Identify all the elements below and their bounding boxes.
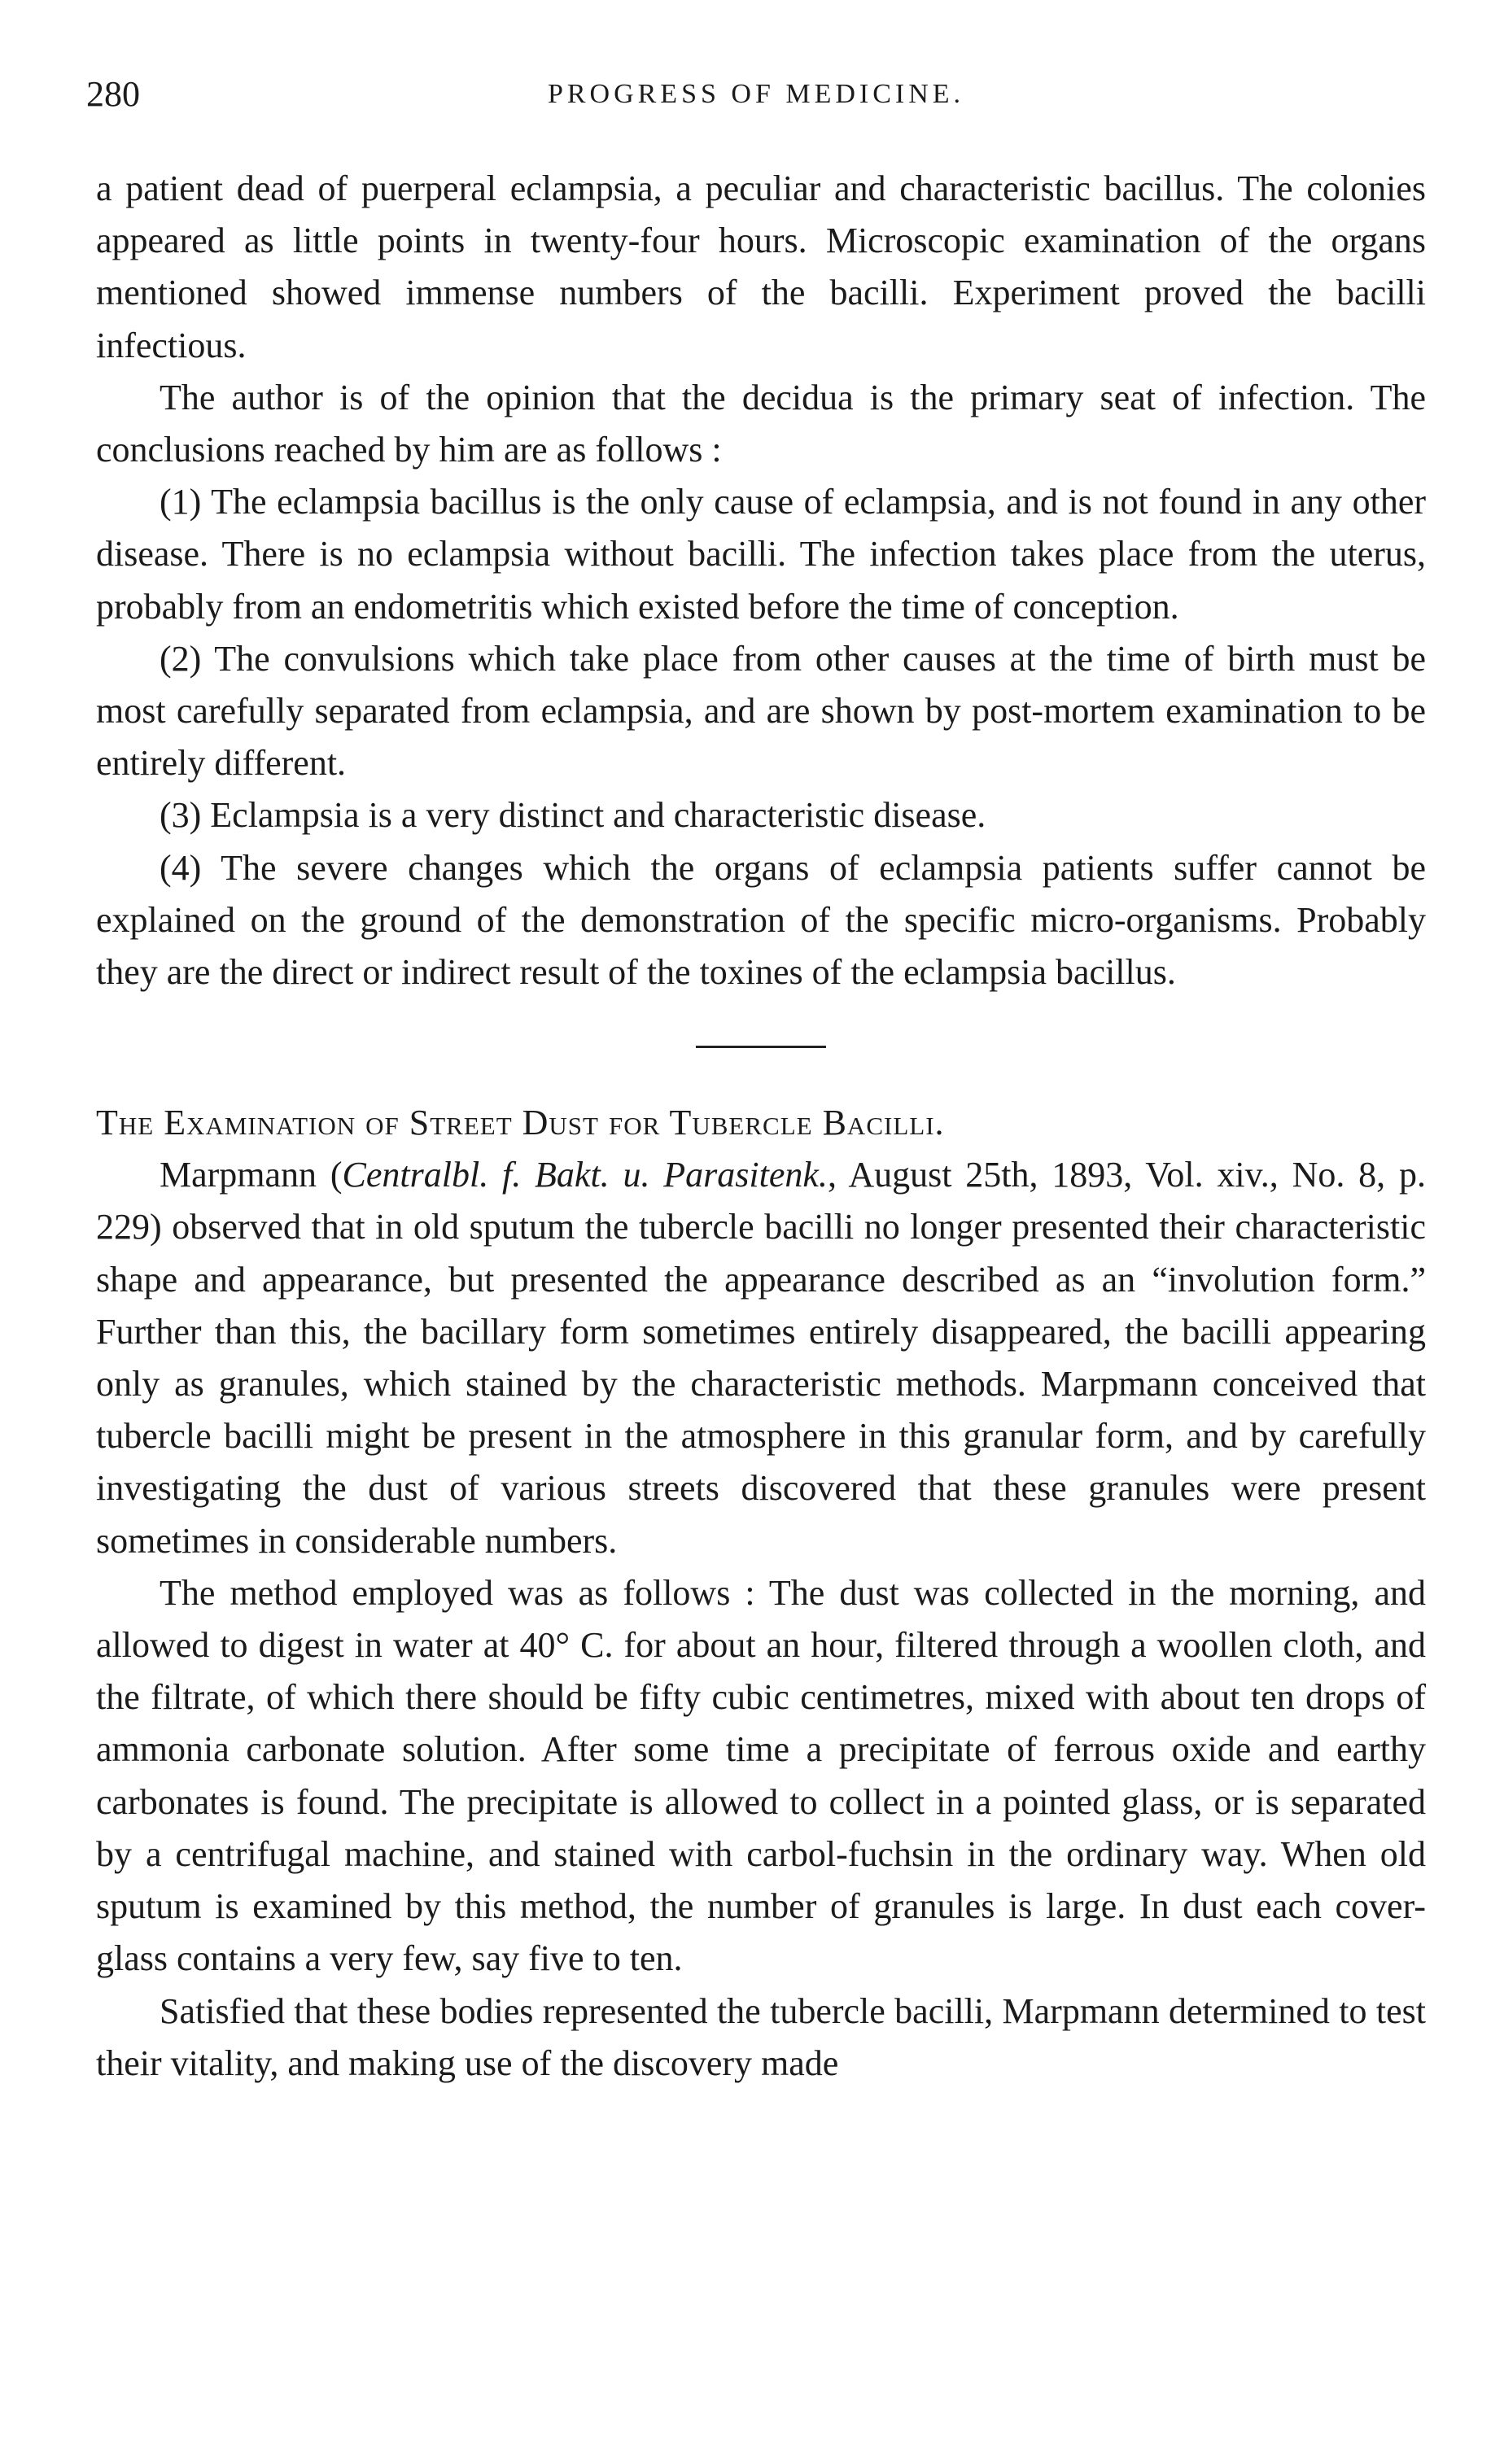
page-body bbox=[96, 163, 1426, 2090]
section-divider bbox=[696, 1046, 826, 1048]
section-paragraph-1-text: , August 25th, 1893, Vol. xiv., No. 8, p. 229) observed that in old sputum the tubercle bacilli no longer presented their characteristic shape and appearance, but presented the appearance described as an “involution form.” Further than this, the bacillary form sometimes entirely disappeared, the bacilli appearing only as granules, which stained by the characteristic methods. Marpmann conceived that tubercle bacilli might be present in the atmosphere in this granular form, and by carefully investigating the dust of various streets discovered that these granules were present sometimes in considerable numbers. bbox=[96, 1155, 1426, 1561]
page-header bbox=[86, 70, 1426, 119]
section-title: The Examination of Street Dust for Tubercle Bacilli. bbox=[96, 1103, 945, 1143]
paragraph-continuation: a patient dead of puerperal eclampsia, a peculiar and characteristic bacillus. The colonies appeared as little points in twenty-four hours. Microscopic examination of the organs mentioned showed immense numbers of the bacilli. Experiment proved the bacilli infectious. bbox=[96, 168, 1426, 365]
journal-citation: Centralbl. f. Bakt. u. Parasitenk. bbox=[342, 1155, 828, 1195]
section-paragraph-1 bbox=[96, 1149, 1426, 1567]
conclusion-4: (4) The severe changes which the organs of eclampsia patients suffer cannot be explained on the ground of the demonstration of the specific micro-organisms. Probably they are the direct or indirect result of the toxines of the eclampsia bacillus. bbox=[96, 847, 1426, 993]
author-name: Marpmann ( bbox=[160, 1155, 343, 1195]
conclusion-1: (1) The eclampsia bacillus is the only cause of eclampsia, and is not found in any other disease. There is no eclampsia without bacilli. The infection takes place from the uterus, probably from an endometritis which existed before the time of conception. bbox=[96, 482, 1426, 627]
section-paragraph-method: The method employed was as follows : The dust was collected in the morning, and allowed to digest in water at 40° C. for about an hour, filtered through a woollen cloth, and the filtrate, of which there should be fifty cubic centimetres, mixed with about ten drops of ammonia carbonate solution. After some time a precipitate of ferrous oxide and earthy carbonates is found. The precipitate is allowed to collect in a pointed glass, or is separated by a centrifugal machine, and stained with carbol-fuchsin in the ordinary way. When old sputum is examined by this method, the number of granules is large. In dust each cover-glass contains a very few, say five to ten. bbox=[96, 1572, 1426, 1979]
conclusion-3: (3) Eclampsia is a very distinct and characteristic disease. bbox=[160, 795, 986, 836]
paragraph-author-opinion: The author is of the opinion that the decidua is the primary seat of infection. The conclusions reached by him are as follows : bbox=[96, 377, 1426, 470]
running-title: PROGRESS OF MEDICINE. bbox=[547, 79, 965, 109]
section-paragraph-vitality: Satisfied that these bodies represented the tubercle bacilli, Marpmann determined to test their vitality, and making use of the discovery made bbox=[96, 1990, 1426, 2083]
conclusion-2: (2) The convulsions which take place from other causes at the time of birth must be most carefully separated from eclampsia, and are shown by post-mortem examination to be entirely different. bbox=[96, 638, 1426, 784]
page-number: 280 bbox=[86, 74, 140, 114]
